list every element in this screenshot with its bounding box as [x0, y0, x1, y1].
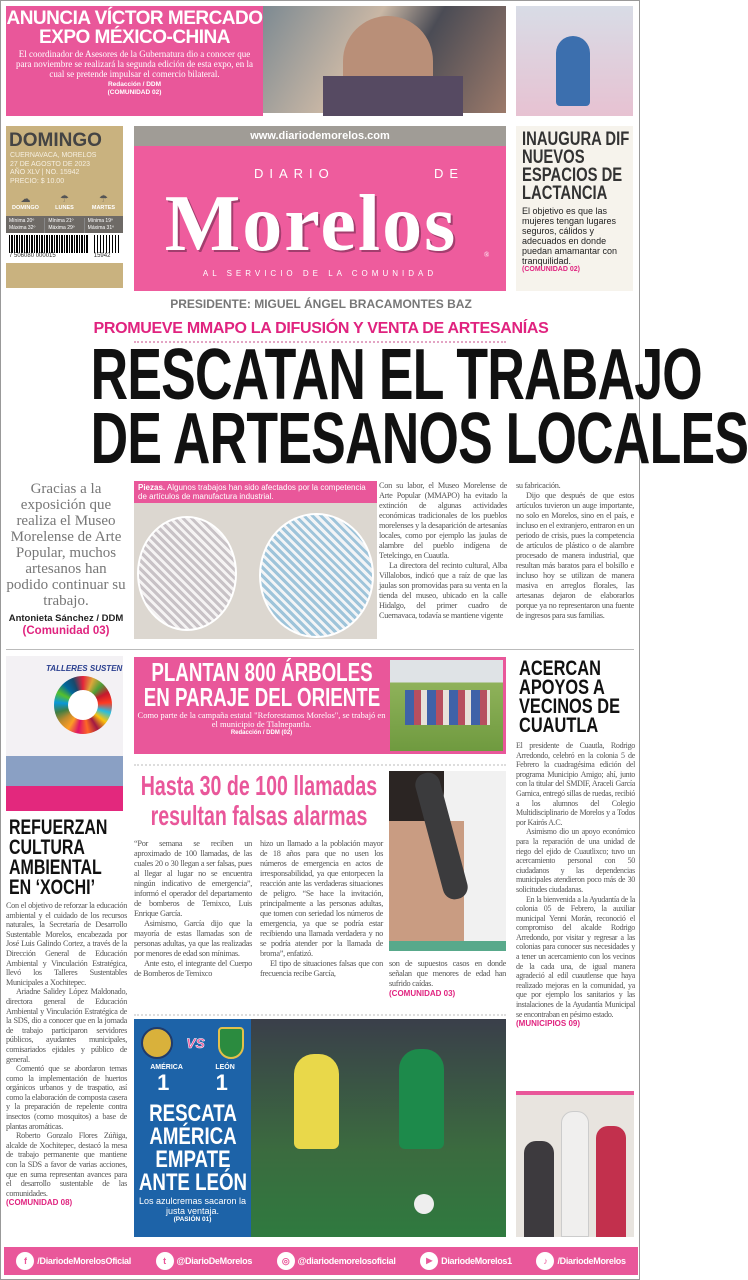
- paragraph: El tipo de situaciones falsas que con frecuencia recibe García,: [260, 959, 383, 978]
- team2-score: 1: [215, 1070, 228, 1095]
- xochi-photo-banner: TALLERES SUSTEN: [46, 664, 123, 673]
- caption-text: Algunos trabajos han sido afectados por la competencia de artículos de manufactura industrial.: [138, 483, 366, 501]
- website-url[interactable]: www.diariodemorelos.com: [134, 126, 506, 146]
- weather-day-label: MARTES: [91, 205, 116, 211]
- paragraph: En la bienvenida a la Ayudantía de la colonia 05 de Febrero, la auxiliar municipal Yenni Morán, reconoció el compromiso del alcalde Rodrigo Arredondo, por visitar y regresar a las colonias para conocer sus necesidades y a tener un acercamiento con los vecinos de la cada una, de igual manera agradeció al edil cuautlense que haya realizado mejoras en la comunidad, ya que por ejemplo los sanitarios y las instalaciones de la Ayudantía Municipal se encontraban en pésimo estado.: [516, 894, 635, 1019]
- weather-day-label: LUNES: [55, 205, 74, 211]
- trees-byline: Redacción / DDM (02): [230, 730, 293, 736]
- temp-min: Mínima 19º: [87, 218, 113, 224]
- barcode-addon: 15942: [93, 253, 111, 259]
- sports-summary: Los azulcremas sacaron la justa ventaja.: [138, 1196, 247, 1216]
- sports-story[interactable]: [134, 1019, 506, 1237]
- weather-day: [84, 194, 123, 211]
- top-story-title: ANUNCIA VÍCTOR MERCADO EXPO MÉXICO-CHINA: [6, 8, 263, 48]
- top-story-banner[interactable]: [6, 6, 263, 116]
- masthead: [134, 126, 506, 291]
- paragraph: Roberto Gonzalo Flores Zúñiga, alcalde de Xochitepec, destacó la mesa de trabajo permanente que mantiene con la SDS a favor de varias acciones, que en suma representan avances para el desarrollo sustentable de las comunidades.: [6, 1131, 127, 1198]
- dif-photo: [516, 6, 633, 116]
- president-line: PRESIDENTE: MIGUEL ÁNGEL BRACAMONTES BAZ: [170, 297, 472, 311]
- america-logo-icon: [141, 1027, 173, 1059]
- top-story-photo: [263, 6, 506, 113]
- artisan-photo: [134, 481, 377, 639]
- main-kicker: PROMUEVE MMAPO LA DIFUSIÓN Y VENTA DE ARTESANÍAS: [93, 320, 549, 337]
- team1-name: AMÉRICA: [150, 1064, 183, 1071]
- social-instagram[interactable]: [277, 1252, 396, 1270]
- paragraph: Ante esto, el integrante del Cuerpo de Bomberos de Temixco: [134, 959, 252, 978]
- xochi-photo: [6, 656, 123, 811]
- cuautla-title-text: ACERCAN APOYOS A VECINOS DE CUAUTLA: [519, 657, 621, 737]
- date-box: [6, 126, 123, 288]
- paragraph: Asimismo dio un apoyo económico para la reparación de una unidad de riego del ejido de Cuautlixco; tuvo un acercamiento personal con 50 ciudadanos y las dependencias municipales atendieron poco más de 30 solicitudes ciudadanas.: [516, 827, 635, 894]
- weather-day: [6, 194, 45, 211]
- price: PRECIO: $ 10.00: [10, 177, 65, 185]
- social-label: /DiariodeMorelosOficial: [37, 1256, 131, 1266]
- rain-cloud-icon: ☂: [99, 194, 108, 205]
- social-label: @DiarioDeMorelos: [176, 1256, 253, 1266]
- trees-summary: Como parte de la campaña estatal "Reforestamos Morelos", se trabajó en el municipio de Tlalnepantla.: [137, 710, 386, 729]
- main-lead: Gracias a la exposición que realiza el Museo Morelense de Arte Popular, muchos artesanos han podido continuar su trabajo.: [6, 481, 126, 609]
- temp-min: Mínima 20º: [9, 218, 35, 224]
- cloud-icon: ☁: [20, 194, 31, 205]
- day-label: DOMINGO: [9, 130, 102, 151]
- registered-mark: ®: [484, 251, 490, 259]
- youtube-icon: ▶: [420, 1252, 438, 1270]
- sports-section: (PASIÓN 01): [173, 1216, 212, 1223]
- masthead-de: DE: [434, 166, 465, 181]
- cuautla-photo: [516, 1091, 634, 1237]
- xochi-section: (COMUNIDAD 08): [6, 1198, 73, 1208]
- cuautla-section: (MUNICIPIOS 09): [516, 1019, 581, 1029]
- calls-body-col-2: [260, 839, 383, 979]
- social-label: @diariodemorelosoficial: [297, 1256, 396, 1266]
- tiktok-icon: ♪: [536, 1252, 554, 1270]
- calls-body-col-1: [134, 839, 252, 979]
- headline-line-2: DE ARTESANOS LOCALES: [90, 399, 748, 479]
- main-headline[interactable]: [1, 335, 748, 479]
- vs-label: VS: [186, 1035, 205, 1051]
- paragraph: “Por semana se reciben un aproximado de 100 llamadas, de las cuales 20 o 30 llegan a ser falsas, pues al llegar al lugar no se encuentra ningún indicativo de emergencia”, informó el operador del departamento de bomberos de Temixco, Luis Enrique García.: [134, 839, 252, 918]
- social-facebook[interactable]: [16, 1252, 131, 1270]
- calls-title[interactable]: [134, 771, 384, 831]
- team2-name: LEÓN: [215, 1064, 235, 1071]
- dif-story[interactable]: [516, 126, 633, 291]
- dif-section: (COMUNIDAD 02): [522, 266, 580, 273]
- paragraph: El presidente de Cuautla, Rodrigo Arredondo, celebró en la colonia 5 de Febrero la cuadragésima edición del programa Municipio Amigo; ahí, junto con la titular del SMDIF, Araceli García Garnica, entregó sillas de ruedas, recibió a los alumnos del Colegio Multidisciplinario de Morelos y a Todos por Kairós A.C.: [516, 741, 635, 827]
- social-bar: [4, 1247, 638, 1275]
- weather-day: [45, 194, 84, 211]
- social-twitter[interactable]: [156, 1252, 253, 1270]
- paragraph: Dijo que después de que estos artículos tuvieron un auge importante, no solo en Morelos, sino en el país, e incluso en el extranjero, entraron en un periodo de crisis, pues la competencia de artículos de plástico o de alambre procesado de manera industrial, que resultan más baratos para el bolsillo e incluso hoy se utilizan de manera masiva en arreglos florales, las artesanas dejaron de elaborarlos porque ya no representaron una fuente de ingresos para sus familias.: [516, 491, 634, 620]
- caption-label: Piezas.: [138, 483, 166, 492]
- paragraph: su fabricación.: [516, 481, 561, 490]
- trees-photo: [390, 660, 503, 751]
- main-section: (Comunidad 03): [22, 625, 110, 637]
- paragraph: Con el objetivo de reforzar la educación ambiental y el cuidado de los recursos naturales, la Secretaría de Desarrollo Sustentable Morelos, encabezada por José Luis Galindo Cortez, a través de la Dirección General de Educación Ambiental y Vinculación Estratégica, llevó los Talleres Sustentables Municipales a Xochitepec.: [6, 901, 127, 987]
- masthead-tagline: AL SERVICIO DE LA COMUNIDAD: [202, 269, 438, 278]
- paragraph: Ariadne Salidey López Maldonado, directora general de Educación Ambiental y Vinculación Estratégica de la SDS, dio a conocer que en la jornada de trabajo participaron servidores públicos, ayudantes municipales, comisariados ejidales y público de general.: [6, 987, 127, 1064]
- sports-title: RESCATA AMÉRICA EMPATE ANTE LEÓN: [138, 1100, 247, 1196]
- city: CUERNAVACA, MORELOS: [10, 152, 97, 159]
- trees-title: PLANTAN 800 ÁRBOLES EN PARAJE DEL ORIENTE: [143, 657, 380, 712]
- main-body-col-2: [516, 481, 634, 621]
- top-story-byline: Redacción / DDM: [107, 81, 162, 88]
- social-tiktok[interactable]: [536, 1252, 625, 1270]
- xochi-title-text: REFUERZAN CULTURA AMBIENTAL EN ‘XOCHI’: [9, 816, 108, 899]
- temp-min: Mínima 21º: [48, 218, 74, 224]
- instagram-icon: ◎: [277, 1252, 295, 1270]
- cuautla-title[interactable]: [519, 659, 669, 737]
- social-label: DiariodeMorelos1: [441, 1256, 512, 1266]
- score-panel: [134, 1019, 251, 1237]
- barcode-number: 7 506080 000015: [9, 253, 56, 259]
- masthead-diario: DIARIO: [254, 166, 335, 181]
- issue-number: AÑO XLV | NO. 15942: [10, 169, 80, 176]
- paragraph: Asimismo, García dijo que la mayoría de estas llamadas son de personas adultas, ya que las realizadas por menores de edad son mínimas.: [134, 919, 252, 958]
- trees-story[interactable]: [134, 657, 506, 754]
- temp-max: Máxima 32º: [9, 225, 36, 231]
- paragraph: La directora del recinto cultural, Alba Villalobos, indicó que a raíz de que las jaulas son promovidas para su venta en la tienda del museo, ubicado en la calle Hidalgo, del primer cuadro de Cuernavaca, todavía se mantiene vigente: [379, 561, 507, 620]
- main-byline: Antonieta Sánchez / DDM: [8, 613, 124, 624]
- headline-line-1: RESCATAN EL TRABAJO: [90, 335, 702, 415]
- facebook-icon: f: [16, 1252, 34, 1270]
- calls-body-col-3: [389, 959, 506, 999]
- temp-max: Máxima 29º: [48, 225, 75, 231]
- paragraph: Comentó que se abordaron temas como la implementación de huertos orgánicos urbanos y de traspatio, así como la elaboración de composta casera y la preparación de repelente contra insectos (como mosquitos) a base de plantas aromáticas.: [6, 1064, 127, 1131]
- team1-score: 1: [157, 1070, 170, 1095]
- calls-title-text: Hasta 30 de 100 llamadas resultan falsas alarmas: [140, 770, 378, 831]
- dif-title: INAUGURA DIF NUEVOS ESPACIOS DE LACTANCIA: [522, 129, 630, 204]
- photo-caption: [134, 481, 377, 503]
- xochi-body: [6, 901, 127, 1208]
- dif-summary: El objetivo es que las mujeres tengan lugares seguros, cálidos y adecuados en donde puedan amamantar con tranquilidad.: [522, 206, 618, 266]
- paragraph: Con su labor, el Museo Morelense de Arte Popular (MMAPO) ha evitado la extinción de algunas actividades económicas tradicionales de los pueblos morelenses y la desaparición de artesanías locales, como por ejemplo las jaulas de alambre del pueblo indígena de Tetelcingo, en Cuautla.: [379, 481, 507, 560]
- twitter-icon: t: [156, 1252, 174, 1270]
- social-label: /DiariodeMorelos: [557, 1256, 626, 1266]
- barcode: [6, 233, 123, 263]
- top-story-summary: El coordinador de Asesores de la Gubernatura dio a conocer que para noviembre se realizará la segunda edición de esta expo, en la cual se pretende impulsar el comercio bilateral.: [16, 49, 253, 79]
- top-story-section: (COMUNIDAD 02): [107, 89, 162, 96]
- rain-cloud-icon: ☂: [60, 194, 69, 205]
- main-body-col-1: [379, 481, 507, 621]
- leon-logo-icon: [218, 1027, 244, 1059]
- temp-max: Máxima 31º: [87, 225, 114, 231]
- phone-photo: [389, 771, 506, 951]
- date: 27 DE AGOSTO DE 2023: [10, 160, 91, 168]
- paragraph: son de supuestos casos en donde señalan que menores de edad han sufrido caídas.: [389, 959, 506, 988]
- masthead-logo: Morelos: [164, 180, 458, 268]
- paragraph: hizo un llamado a la población mayor de 18 años para que no usen los números de emergencia en actos de irresponsabilidad, ya que entorpecen la reacción ante las verdaderas situaciones de peligro. “Se hace la invitación, principalmente a las personas adultas, que tomen con seriedad los números de emergencia, ya que se podría estar recibiendo una llamada verdadera y no se podría atender por la llamada de broma”, enfatizó.: [260, 839, 383, 958]
- calls-section: (COMUNIDAD 03): [389, 989, 456, 998]
- match-photo: [249, 1019, 506, 1237]
- social-youtube[interactable]: [420, 1252, 512, 1270]
- weather-forecast: [6, 194, 123, 211]
- weather-day-label: DOMINGO: [12, 205, 39, 211]
- cuautla-body: [516, 741, 635, 1029]
